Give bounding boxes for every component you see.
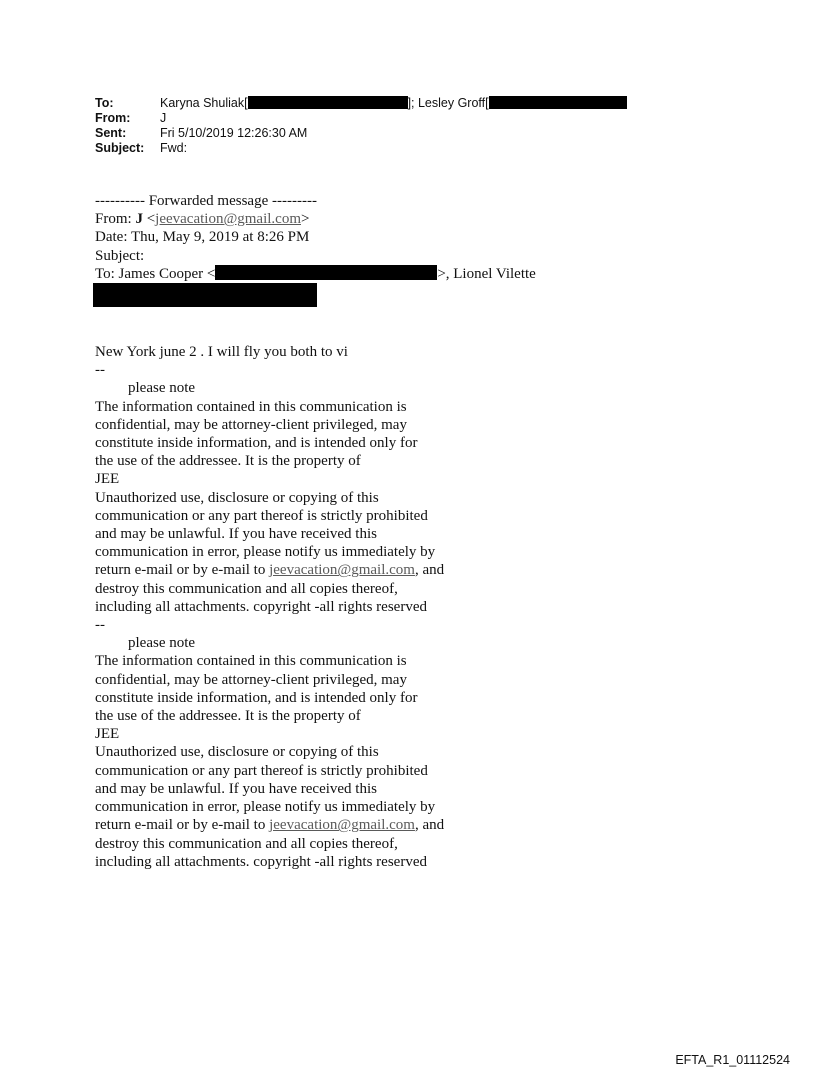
disclaimer-line	[95, 816, 495, 834]
forwarded-subject: Subject:	[95, 247, 145, 264]
redaction-box	[248, 96, 408, 109]
forwarded-to-prefix: To: James Cooper <	[95, 265, 216, 282]
disclaimer-line: JEE	[95, 726, 120, 743]
forwarded-from	[95, 210, 495, 228]
forwarded-banner: ---------- Forwarded message ---------	[95, 193, 317, 209]
forwarded-from-name: J	[135, 211, 143, 228]
spacer	[95, 307, 495, 343]
redaction-box	[489, 96, 627, 109]
to-name-1: Karyna Shuliak[	[160, 96, 248, 110]
subject-label: Subject:	[95, 141, 145, 155]
from-value: J	[160, 111, 167, 125]
message-text: New York june 2 . I will fly you both to vi	[95, 344, 348, 361]
disclaimer-note: please note	[128, 380, 196, 397]
disclaimer-line: the use of the addressee. It is the property of	[95, 453, 361, 470]
signature-dash: --	[95, 617, 105, 634]
disclaimer-line: The information contained in this communication is	[95, 653, 407, 670]
to-label: To:	[95, 96, 114, 110]
disclaimer-line: including all attachments. copyright -all rights reserved	[95, 853, 427, 870]
disclaimer-line: constitute inside information, and is intended only for	[95, 689, 418, 706]
disclaimer-line: communication or any part thereof is strictly prohibited	[95, 762, 428, 779]
forwarded-date: Date: Thu, May 9, 2019 at 8:26 PM	[95, 229, 310, 246]
email-body	[95, 192, 536, 871]
from-row	[95, 111, 627, 126]
disclaimer-note: please note	[128, 635, 196, 652]
signature-dash: --	[95, 362, 105, 379]
sent-value: Fri 5/10/2019 12:26:30 AM	[160, 126, 308, 140]
disclaimer-line: destroy this communication and all copies thereof,	[95, 580, 398, 597]
redaction-box	[93, 283, 317, 307]
disclaimer-line	[95, 561, 495, 579]
disclaimer-line: communication or any part thereof is strictly prohibited	[95, 507, 428, 524]
forwarded-from-prefix: From:	[95, 211, 136, 228]
disclaimer-text: return e-mail or by e-mail to	[95, 562, 270, 579]
subject-row	[95, 141, 627, 156]
from-label: From:	[95, 111, 131, 125]
email-header	[95, 96, 627, 156]
disclaimer-line: confidential, may be attorney-client privileged, may	[95, 671, 407, 688]
bates-number: EFTA_R1_01112524	[675, 1053, 790, 1067]
disclaimer-line: and may be unlawful. If you have received this	[95, 526, 377, 543]
disclaimer-line: and may be unlawful. If you have received this	[95, 780, 377, 797]
disclaimer-text: , and	[414, 562, 445, 579]
disclaimer-email-link[interactable]: jeevacation@gmail.com	[269, 562, 415, 579]
disclaimer-text: , and	[414, 817, 445, 834]
forwarded-to	[95, 265, 536, 283]
disclaimer-line: Unauthorized use, disclosure or copying of this	[95, 744, 379, 761]
disclaimer-line: including all attachments. copyright -all rights reserved	[95, 598, 427, 615]
disclaimer-line: The information contained in this communication is	[95, 398, 407, 415]
sent-row	[95, 126, 627, 141]
angle-close: >	[301, 211, 310, 228]
disclaimer-block	[95, 616, 495, 871]
sent-label: Sent:	[95, 126, 127, 140]
angle-open: <	[142, 211, 156, 228]
disclaimer-line: communication in error, please notify us immediately by	[95, 544, 436, 561]
disclaimer-line: confidential, may be attorney-client privileged, may	[95, 416, 407, 433]
disclaimer-line: JEE	[95, 471, 120, 488]
disclaimer-line: communication in error, please notify us immediately by	[95, 799, 436, 816]
forwarded-to-suffix: >, Lionel Vilette	[437, 265, 536, 282]
redaction-box	[215, 265, 437, 280]
disclaimer-line: constitute inside information, and is intended only for	[95, 435, 418, 452]
to-separator: ]; Lesley Groff[	[407, 96, 489, 110]
disclaimer-text: return e-mail or by e-mail to	[95, 817, 270, 834]
disclaimer-email-link[interactable]: jeevacation@gmail.com	[269, 817, 415, 834]
disclaimer-line: destroy this communication and all copies thereof,	[95, 835, 398, 852]
forwarded-from-email-link[interactable]: jeevacation@gmail.com	[155, 211, 301, 228]
to-row	[95, 96, 627, 111]
disclaimer-block	[95, 361, 495, 616]
disclaimer-line: the use of the addressee. It is the property of	[95, 708, 361, 725]
disclaimer-line: Unauthorized use, disclosure or copying of this	[95, 489, 379, 506]
subject-value: Fwd:	[160, 141, 188, 155]
